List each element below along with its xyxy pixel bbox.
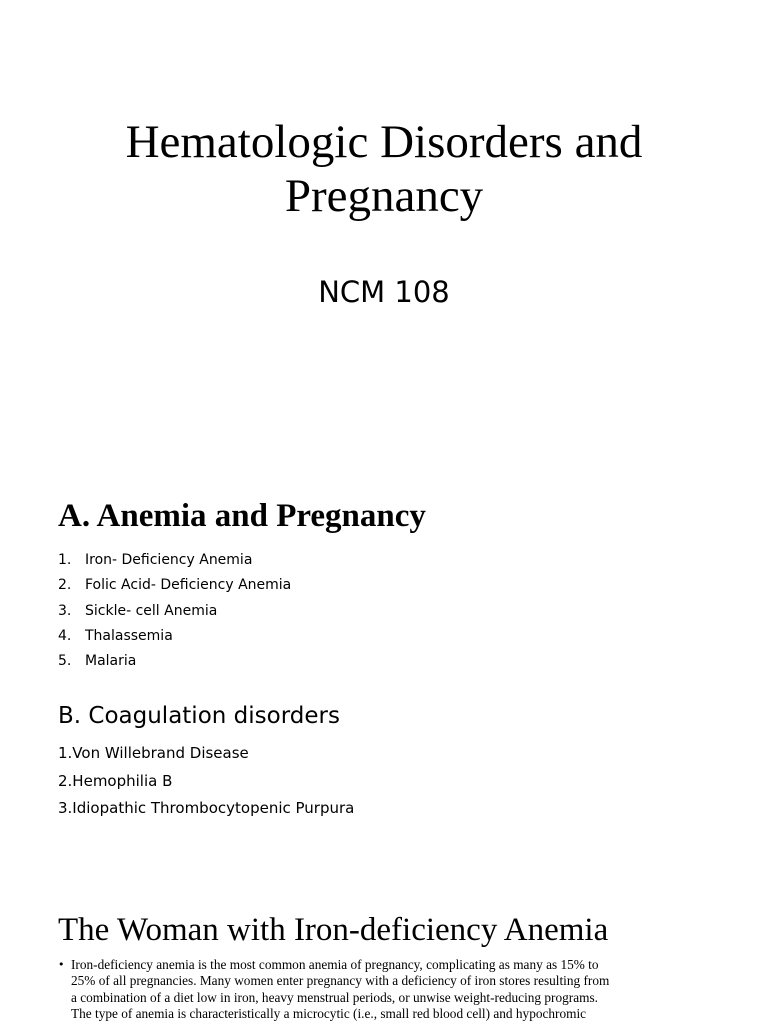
coagulation-list <box>58 740 354 823</box>
list-item-number: 1. <box>58 552 72 568</box>
list-item <box>58 599 291 624</box>
list-item-number: 4. <box>58 627 72 644</box>
content-slide <box>0 868 768 1024</box>
list-item-text: Thalassemia <box>85 627 173 644</box>
bullet-icon: • <box>58 958 65 971</box>
outline-slide <box>0 456 768 868</box>
list-item-text: Malaria <box>85 653 137 670</box>
title-slide <box>0 0 768 456</box>
section-b-heading: B. Coagulation disorders <box>58 703 340 729</box>
paragraph-line: Iron-deficiency anemia is the most common anemia of pregnancy, complicating as many as 15% to <box>71 957 599 972</box>
slide-title-line-1: Hematologic Disorders and <box>125 116 643 168</box>
paragraph-line: The type of anemia is characteristically a microcytic (i.e., small red blood cell) and hypochromic <box>71 1005 587 1021</box>
list-item <box>58 573 291 598</box>
list-item-text: Iron- Deficiency Anemia <box>85 552 253 568</box>
list-item <box>58 649 291 674</box>
list-item-number: 2. <box>58 577 72 594</box>
section-a-heading: A. Anemia and Pregnancy <box>58 498 426 534</box>
bullet-paragraph <box>58 957 718 1022</box>
paragraph-line: 25% of all pregnancies. Many women enter pregnancy with a deficiency of iron stores resulting from <box>71 973 610 989</box>
slide-title <box>0 115 768 223</box>
list-item-text: Sickle- cell Anemia <box>85 602 218 619</box>
list-item-number: 3. <box>58 602 72 619</box>
slide-subtitle: NCM 108 <box>318 275 450 309</box>
paragraph-line: a combination of a diet low in iron, heavy menstrual periods, or unwise weight-reducing programs. <box>71 989 598 1005</box>
list-item: 1.Von Willebrand Disease <box>58 744 249 762</box>
slide-heading: The Woman with Iron-deficiency Anemia <box>58 912 609 948</box>
anemia-list <box>58 548 291 674</box>
list-item: 3.Idiopathic Thrombocytopenic Purpura <box>58 799 355 817</box>
list-item <box>58 624 291 649</box>
list-item: 2.Hemophilia B <box>58 771 173 790</box>
slide-title-line-2: Pregnancy <box>284 170 484 222</box>
list-item-number: 5. <box>58 653 72 670</box>
list-item <box>58 548 291 573</box>
list-item-text: Folic Acid- Deficiency Anemia <box>85 577 292 594</box>
